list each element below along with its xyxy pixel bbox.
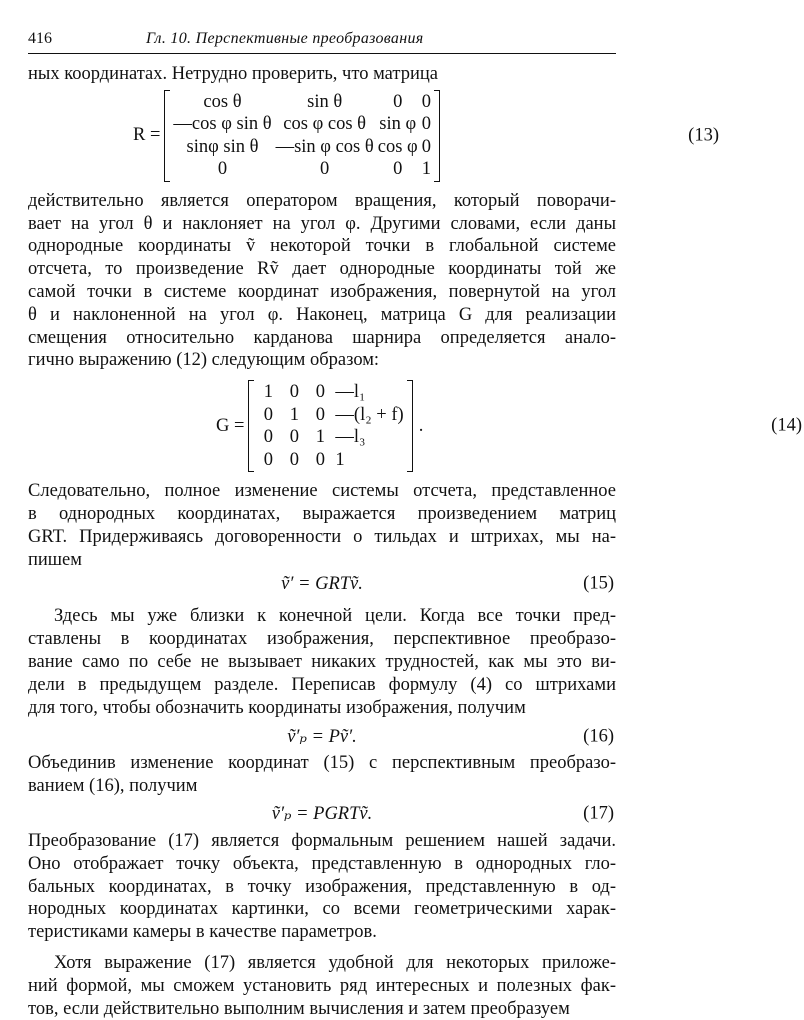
chapter-title: Гл. 10. Перспективные преобразования: [146, 30, 424, 47]
matrix-cell: —l₁: [335, 382, 366, 403]
eq14-period: .: [418, 415, 424, 436]
text-line: теристиками камеры в качестве параметров.: [28, 922, 377, 943]
matrix-cell: 0: [289, 382, 300, 403]
text-line: GRT. Придерживаясь договоренности о тильдах и штрихах, мы на-: [28, 526, 616, 547]
equation-16: [28, 722, 616, 752]
eq14-lhs: G =: [216, 415, 245, 436]
matrix-cell: 0: [263, 427, 274, 448]
equation-15: [28, 571, 616, 597]
eq13-number: (13): [688, 125, 719, 146]
matrix-cell: 0: [393, 159, 403, 180]
matrix-cell: —sin φ cos θ: [275, 136, 374, 157]
text-line: ставлены в координатах изображения, перспективное преобразо-: [28, 629, 616, 650]
text-line: самой точки в системе координат изображения, повернутой на угол: [28, 281, 616, 302]
matrix-cell: 0: [263, 404, 274, 425]
matrix-cell: sin θ: [307, 91, 343, 112]
eq16-number: (16): [583, 726, 614, 747]
eq13-lhs: R =: [133, 125, 161, 146]
matrix-cell: 0: [315, 404, 326, 425]
matrix-cell: 0: [263, 449, 274, 470]
paragraph-combine: [28, 752, 616, 798]
eq17-formula: ṽ′ₚ = PGRTṽ.: [271, 803, 373, 824]
eq15-formula: ṽ′ = GRTṽ.: [281, 573, 363, 594]
text-line: бальных координатах, в точку изображения, представленную в од-: [28, 876, 616, 897]
matrix-cell: 0: [320, 159, 330, 180]
text-line: вает на угол θ и наклоняет на угол φ. Другими словами, если даны: [28, 213, 616, 234]
eq15-number: (15): [583, 573, 614, 594]
paragraph-rotation: [28, 190, 616, 372]
eq17-number: (17): [583, 803, 614, 824]
matrix-cell: —cos φ sin θ: [173, 114, 272, 135]
page-number: 416: [28, 30, 52, 47]
matrix-cell: 1: [335, 449, 345, 470]
eq16-formula: ṽ′ₚ = Pṽ′.: [287, 727, 357, 748]
matrix-cell: 0: [393, 91, 403, 112]
text-line: Хотя выражение (17) является удобной для некоторых приложе-: [54, 952, 616, 973]
text-line: Преобразование (17) является формальным решением нашей задачи.: [28, 830, 616, 851]
text-line: Следовательно, полное изменение системы отсчета, представленное: [28, 481, 616, 502]
matrix-cell: —(l₂ + f): [335, 404, 404, 425]
matrix-cell: cos θ: [203, 91, 242, 112]
matrix-cell: 0: [421, 91, 431, 112]
gimbal-offset-matrix: [248, 380, 412, 472]
text-line: Здесь мы уже близки к конечной цели. Когда все точки пред-: [54, 606, 616, 627]
text-line: для того, чтобы обозначить координаты изображения, получим: [28, 697, 526, 718]
matrix-cell: 1: [289, 404, 300, 425]
text-line: пишем: [28, 549, 82, 570]
intro-line: ных координатах. Нетрудно проверить, что матрица: [28, 64, 438, 84]
text-line: ний формой, мы сможем установить ряд интересных и полезных фак-: [28, 975, 616, 996]
eq14-number: (14): [771, 415, 802, 436]
rotation-matrix: [164, 90, 440, 182]
text-line: смещения относительно карданова шарнира определяется анало-: [28, 327, 616, 348]
text-line: тов, если действительно выполним вычисления и затем преобразуем: [28, 998, 570, 1019]
matrix-cell: sinφ sin θ: [186, 136, 259, 157]
text-line: действительно является оператором вращения, который поворачи-: [28, 190, 616, 211]
paragraph-perspective: [28, 605, 616, 719]
text-line: отсчета, то произведение Rṽ дает однородные координаты той же: [28, 259, 616, 280]
paragraph-formal-solution: [28, 830, 616, 944]
matrix-cell: 1: [263, 382, 274, 403]
text-line: в однородных координатах, выражается произведением матриц: [28, 503, 616, 524]
text-line: однородные координаты ṽ некоторой точки в глобальной системе: [28, 236, 616, 257]
paragraph-calculations: [28, 952, 616, 1020]
text-line: Оно отображает точку объекта, представленную в однородных гло-: [28, 853, 616, 874]
text-line: Объединив изменение координат (15) с перспективным преобразо-: [28, 753, 616, 774]
text-line: вание само по себе не вызывает никаких трудностей, как мы это ви-: [28, 651, 616, 672]
matrix-cell: sin φ: [379, 114, 417, 135]
matrix-cell: 0: [289, 427, 300, 448]
matrix-cell: 0: [315, 449, 326, 470]
text-line: гично выражению (12) следующим образом:: [28, 350, 380, 371]
matrix-cell: 0: [217, 159, 228, 180]
matrix-cell: 0: [421, 136, 431, 157]
equation-17: [28, 798, 616, 830]
matrix-cell: 1: [315, 427, 326, 448]
equation-13: [28, 90, 721, 182]
matrix-cell: 1: [421, 159, 431, 180]
text-line: дели в предыдущем разделе. Переписав формулу (4) со штрихами: [28, 674, 616, 695]
matrix-cell: 0: [421, 114, 431, 135]
text-line: ванием (16), получим: [28, 776, 198, 797]
matrix-cell: 0: [289, 449, 300, 470]
matrix-cell: 0: [315, 382, 326, 403]
matrix-cell: —l₃: [335, 427, 366, 448]
text-line: нородных координатах картинки, со всеми геометрическими харак-: [28, 899, 616, 920]
running-header: [28, 30, 616, 54]
paragraph-grt: [28, 480, 616, 571]
equation-14: [28, 380, 804, 472]
text-line: θ и наклоненной на угол φ. Наконец, матрица G для реализации: [28, 304, 616, 325]
matrix-cell: cos φ cos θ: [283, 114, 367, 135]
matrix-cell: cos φ: [377, 136, 418, 157]
